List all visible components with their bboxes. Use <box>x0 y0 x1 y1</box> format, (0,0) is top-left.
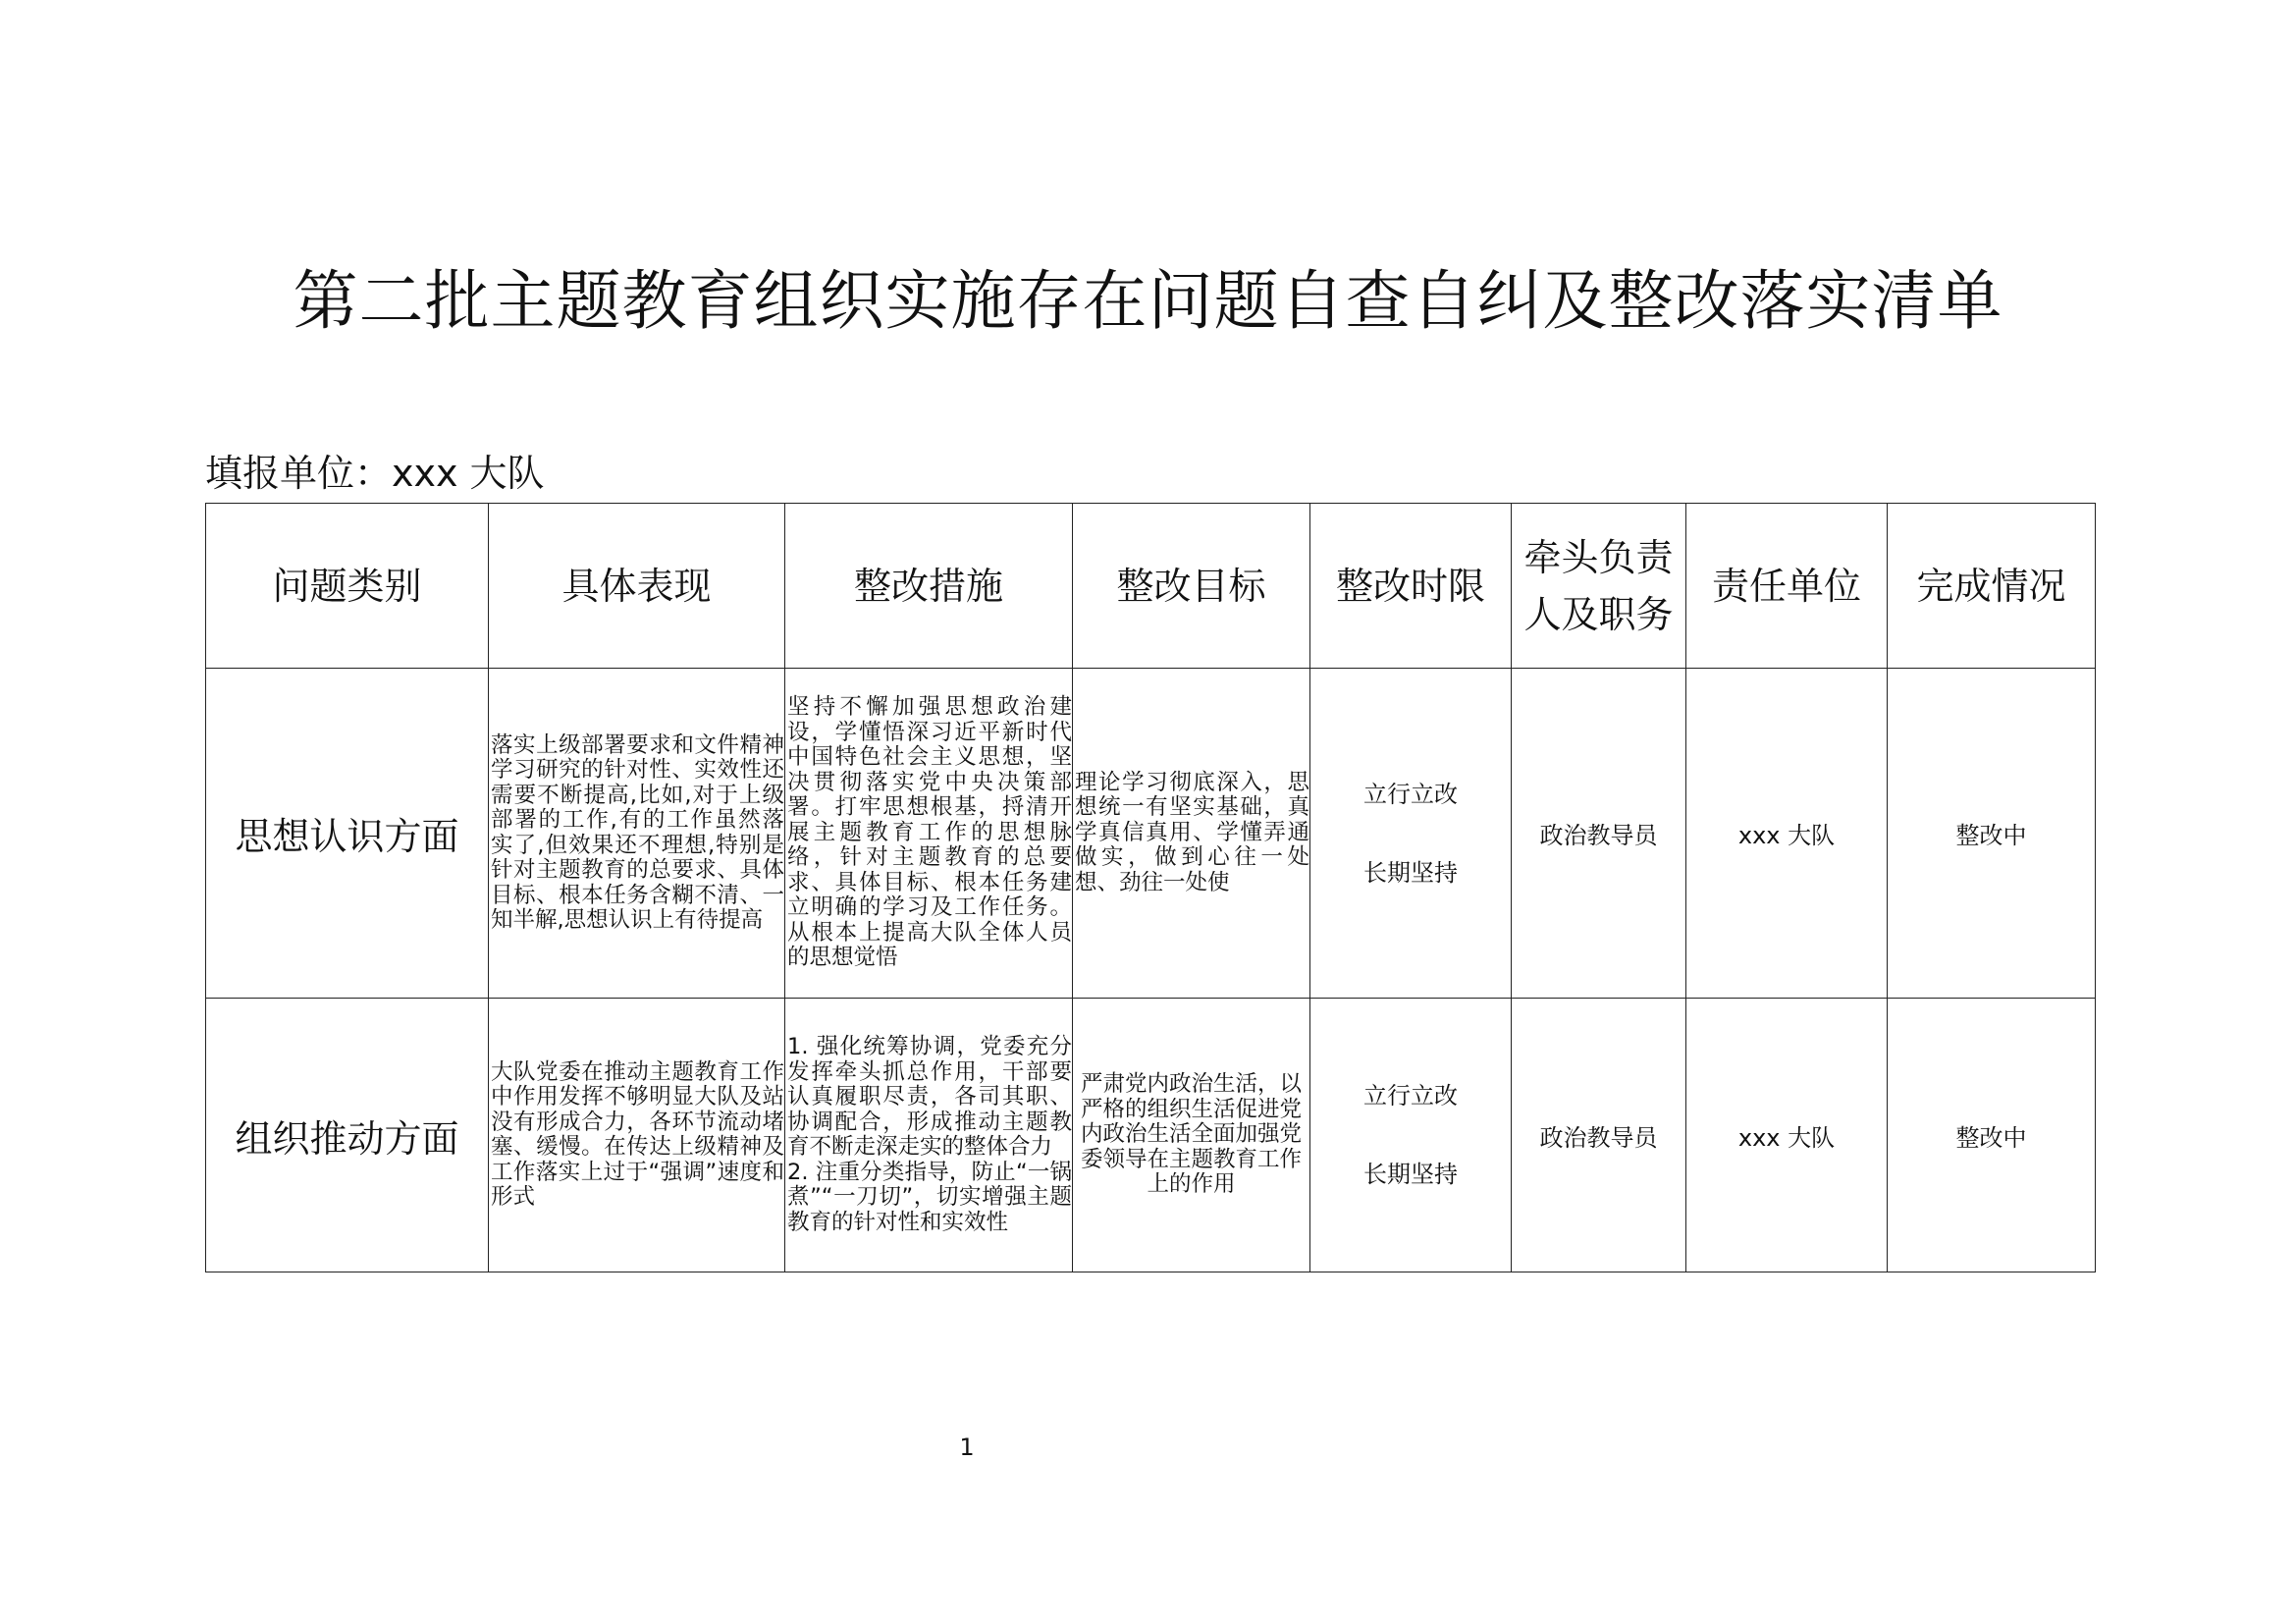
header-category: 问题类别 <box>206 504 489 669</box>
header-lead-line2: 人及职务 <box>1523 592 1674 636</box>
row-manifestation-text: 大队党委在推动主题教育工作中作用发挥不够明显大队及站没有形成合力，各环节流动堵塞、缓慢。在传达上级精神及工作落实上过于“强调”速度和形式 <box>491 1058 784 1210</box>
header-deadline: 整改时限 <box>1310 504 1512 669</box>
rectification-table <box>205 503 2096 1272</box>
header-status: 完成情况 <box>1888 504 2096 669</box>
table-row <box>206 669 2096 999</box>
row-status: 整改中 <box>1888 999 2096 1272</box>
table-header-row <box>206 504 2096 669</box>
row-deadline <box>1310 669 1512 999</box>
row-category: 思想认识方面 <box>206 669 489 999</box>
reporting-unit-label: 填报单位： <box>205 452 393 495</box>
row-goal-text: 理论学习彻底深入，思想统一有坚实基础，真学真信真用、学懂弄通做实，做到心往一处想、劲往一处使 <box>1075 769 1309 895</box>
row-measures <box>785 999 1073 1272</box>
table-row <box>206 999 2096 1272</box>
row-unit: xxx 大队 <box>1686 999 1888 1272</box>
row-deadline <box>1310 999 1512 1272</box>
header-lead-line1: 牵头负责 <box>1523 535 1674 579</box>
page-number: 1 <box>959 1434 975 1461</box>
row-deadline-1: 立行立改 <box>1363 1082 1458 1110</box>
row-goal-text: 严肃党内政治生活，以严格的组织生活促进党内政治生活全面加强党委领导在主题教育工作上的作用 <box>1080 1071 1302 1198</box>
row-manifestation <box>489 669 785 999</box>
row-lead: 政治教导员 <box>1512 999 1686 1272</box>
row-status: 整改中 <box>1888 669 2096 999</box>
reporting-unit <box>205 448 545 499</box>
row-manifestation <box>489 999 785 1272</box>
row-lead: 政治教导员 <box>1512 669 1686 999</box>
row-goal <box>1073 669 1310 999</box>
header-goal: 整改目标 <box>1073 504 1310 669</box>
row-category: 组织推动方面 <box>206 999 489 1272</box>
header-unit: 责任单位 <box>1686 504 1888 669</box>
document-title: 第二批主题教育组织实施存在问题自查自纠及整改落实清单 <box>293 263 2003 339</box>
row-measures <box>785 669 1073 999</box>
header-measures: 整改措施 <box>785 504 1073 669</box>
row-deadline-2: 长期坚持 <box>1363 1161 1458 1188</box>
row-measures-text: 坚持不懈加强思想政治建设，学懂悟深习近平新时代中国特色社会主义思想，坚决贯彻落实党中央决策部署。打牢思想根基，捋清开展主题教育工作的思想脉络，针对主题教育的总要求、具体目标、根本任务建立明确的学习及工作任务。从根本上提高大队全体人员的思想觉悟 <box>787 694 1072 971</box>
row-goal <box>1073 999 1310 1272</box>
header-lead <box>1512 504 1686 669</box>
row-manifestation-text: 落实上级部署要求和文件精神学习研究的针对性、实效性还需要不断提高,比如,对于上级部署的工作,有的工作虽然落实了,但效果还不理想,特别是针对主题教育的总要求、具体目标、根本任务含糊不清、一知半解,思想认识上有待提高 <box>491 731 784 933</box>
header-manifestation: 具体表现 <box>489 504 785 669</box>
row-measures-text: 1. 强化统筹协调，党委充分发挥牵头抓总作用，干部要认真履职尽责，各司其职、协调配合，形成推动主题教育不断走深走实的整体合力 2. 注重分类指导，防止“一锅煮”“一刀切”，切实增强主题教育的针对性和实效性 <box>787 1034 1072 1235</box>
reporting-unit-value: xxx 大队 <box>392 452 545 495</box>
row-unit: xxx 大队 <box>1686 669 1888 999</box>
row-deadline-1: 立行立改 <box>1363 780 1458 808</box>
row-deadline-2: 长期坚持 <box>1363 858 1458 887</box>
